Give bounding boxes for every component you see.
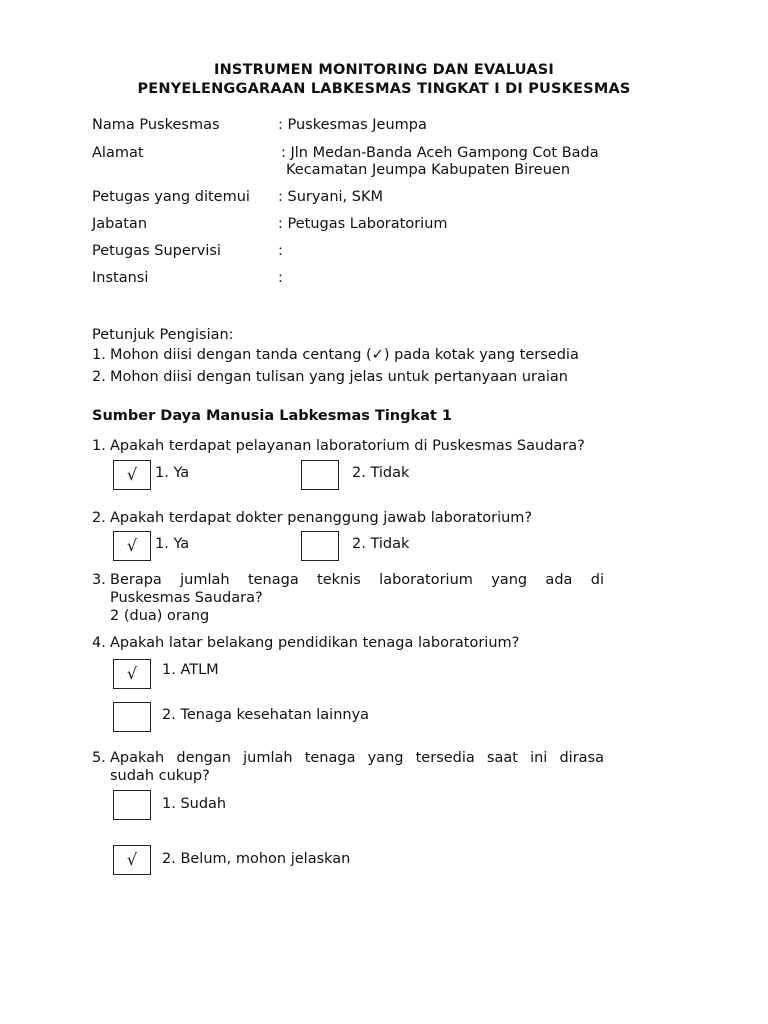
q5-text-line2: sudah cukup? bbox=[110, 768, 210, 784]
q5-checkbox-sudah[interactable] bbox=[113, 790, 151, 820]
q2-number: 2. bbox=[92, 510, 106, 526]
instructions-heading: Petunjuk Pengisian: bbox=[92, 327, 234, 343]
q4-option-tenaga-lain: 2. Tenaga kesehatan lainnya bbox=[162, 707, 370, 723]
instruction-2-text: Mohon diisi dengan tulisan yang jelas untuk pertanyaan uraian bbox=[110, 369, 568, 385]
q1-checkbox-ya[interactable] bbox=[113, 460, 151, 490]
nama-puskesmas-value: : Puskesmas Jeumpa bbox=[278, 117, 427, 133]
petugas-supervisi-label: Petugas Supervisi bbox=[92, 243, 221, 259]
q4-text: Apakah latar belakang pendidikan tenaga laboratorium? bbox=[110, 635, 520, 651]
instruction-1-text: Mohon diisi dengan tanda centang (✓) pada kotak yang tersedia bbox=[110, 347, 579, 363]
petugas-ditemui-label: Petugas yang ditemui bbox=[92, 189, 250, 205]
check-mark-icon: √ bbox=[126, 664, 138, 683]
alamat-value-line1: : Jln Medan-Banda Aceh Gampong Cot Bada bbox=[281, 145, 599, 161]
section-title: Sumber Daya Manusia Labkesmas Tingkat 1 bbox=[92, 408, 452, 424]
q5-option-sudah: 1. Sudah bbox=[162, 796, 227, 812]
q3-answer: 2 (dua) orang bbox=[110, 608, 210, 624]
jabatan-label: Jabatan bbox=[92, 216, 148, 232]
alamat-label: Alamat bbox=[92, 145, 144, 161]
q5-option-belum: 2. Belum, mohon jelaskan bbox=[162, 851, 351, 867]
jabatan-value: : Petugas Laboratorium bbox=[278, 216, 448, 232]
q2-checkbox-ya[interactable] bbox=[113, 531, 151, 561]
check-mark-icon: √ bbox=[126, 536, 138, 555]
q1-option-ya: 1. Ya bbox=[155, 465, 190, 481]
doc-title-line1: INSTRUMEN MONITORING DAN EVALUASI bbox=[214, 62, 554, 78]
q4-option-atlm: 1. ATLM bbox=[162, 662, 219, 678]
petugas-ditemui-value: : Suryani, SKM bbox=[278, 189, 383, 205]
instruction-2-number: 2. bbox=[92, 369, 106, 385]
q4-number: 4. bbox=[92, 635, 106, 651]
q1-text: Apakah terdapat pelayanan laboratorium di Puskesmas Saudara? bbox=[110, 438, 585, 454]
q1-checkbox-tidak[interactable] bbox=[301, 460, 339, 490]
q5-number: 5. bbox=[92, 750, 106, 766]
doc-title-line2: PENYELENGGARAAN LABKESMAS TINGKAT I DI PUSKESMAS bbox=[137, 81, 631, 97]
instansi-label: Instansi bbox=[92, 270, 149, 286]
q4-checkbox-atlm[interactable] bbox=[113, 659, 151, 689]
q2-text: Apakah terdapat dokter penanggung jawab laboratorium? bbox=[110, 510, 533, 526]
q3-text-line2: Puskesmas Saudara? bbox=[110, 590, 263, 606]
check-mark-icon: √ bbox=[126, 465, 138, 484]
q5-text-line1: Apakah dengan jumlah tenaga yang tersedia saat ini dirasa bbox=[110, 750, 604, 766]
alamat-value-line2: Kecamatan Jeumpa Kabupaten Bireuen bbox=[286, 162, 571, 178]
q2-option-tidak: 2. Tidak bbox=[352, 536, 410, 552]
check-mark-icon: √ bbox=[126, 850, 138, 869]
q1-option-tidak: 2. Tidak bbox=[352, 465, 410, 481]
petugas-supervisi-value: : bbox=[278, 243, 283, 259]
nama-puskesmas-label: Nama Puskesmas bbox=[92, 117, 220, 133]
q3-text-line1: Berapa jumlah tenaga teknis laboratorium yang ada di bbox=[110, 572, 604, 588]
instansi-value: : bbox=[278, 270, 283, 286]
instruction-1-number: 1. bbox=[92, 347, 106, 363]
q1-number: 1. bbox=[92, 438, 106, 454]
q3-number: 3. bbox=[92, 572, 106, 588]
q5-checkbox-belum[interactable] bbox=[113, 845, 151, 875]
q4-checkbox-tenaga-lain[interactable] bbox=[113, 702, 151, 732]
q2-checkbox-tidak[interactable] bbox=[301, 531, 339, 561]
q2-option-ya: 1. Ya bbox=[155, 536, 190, 552]
